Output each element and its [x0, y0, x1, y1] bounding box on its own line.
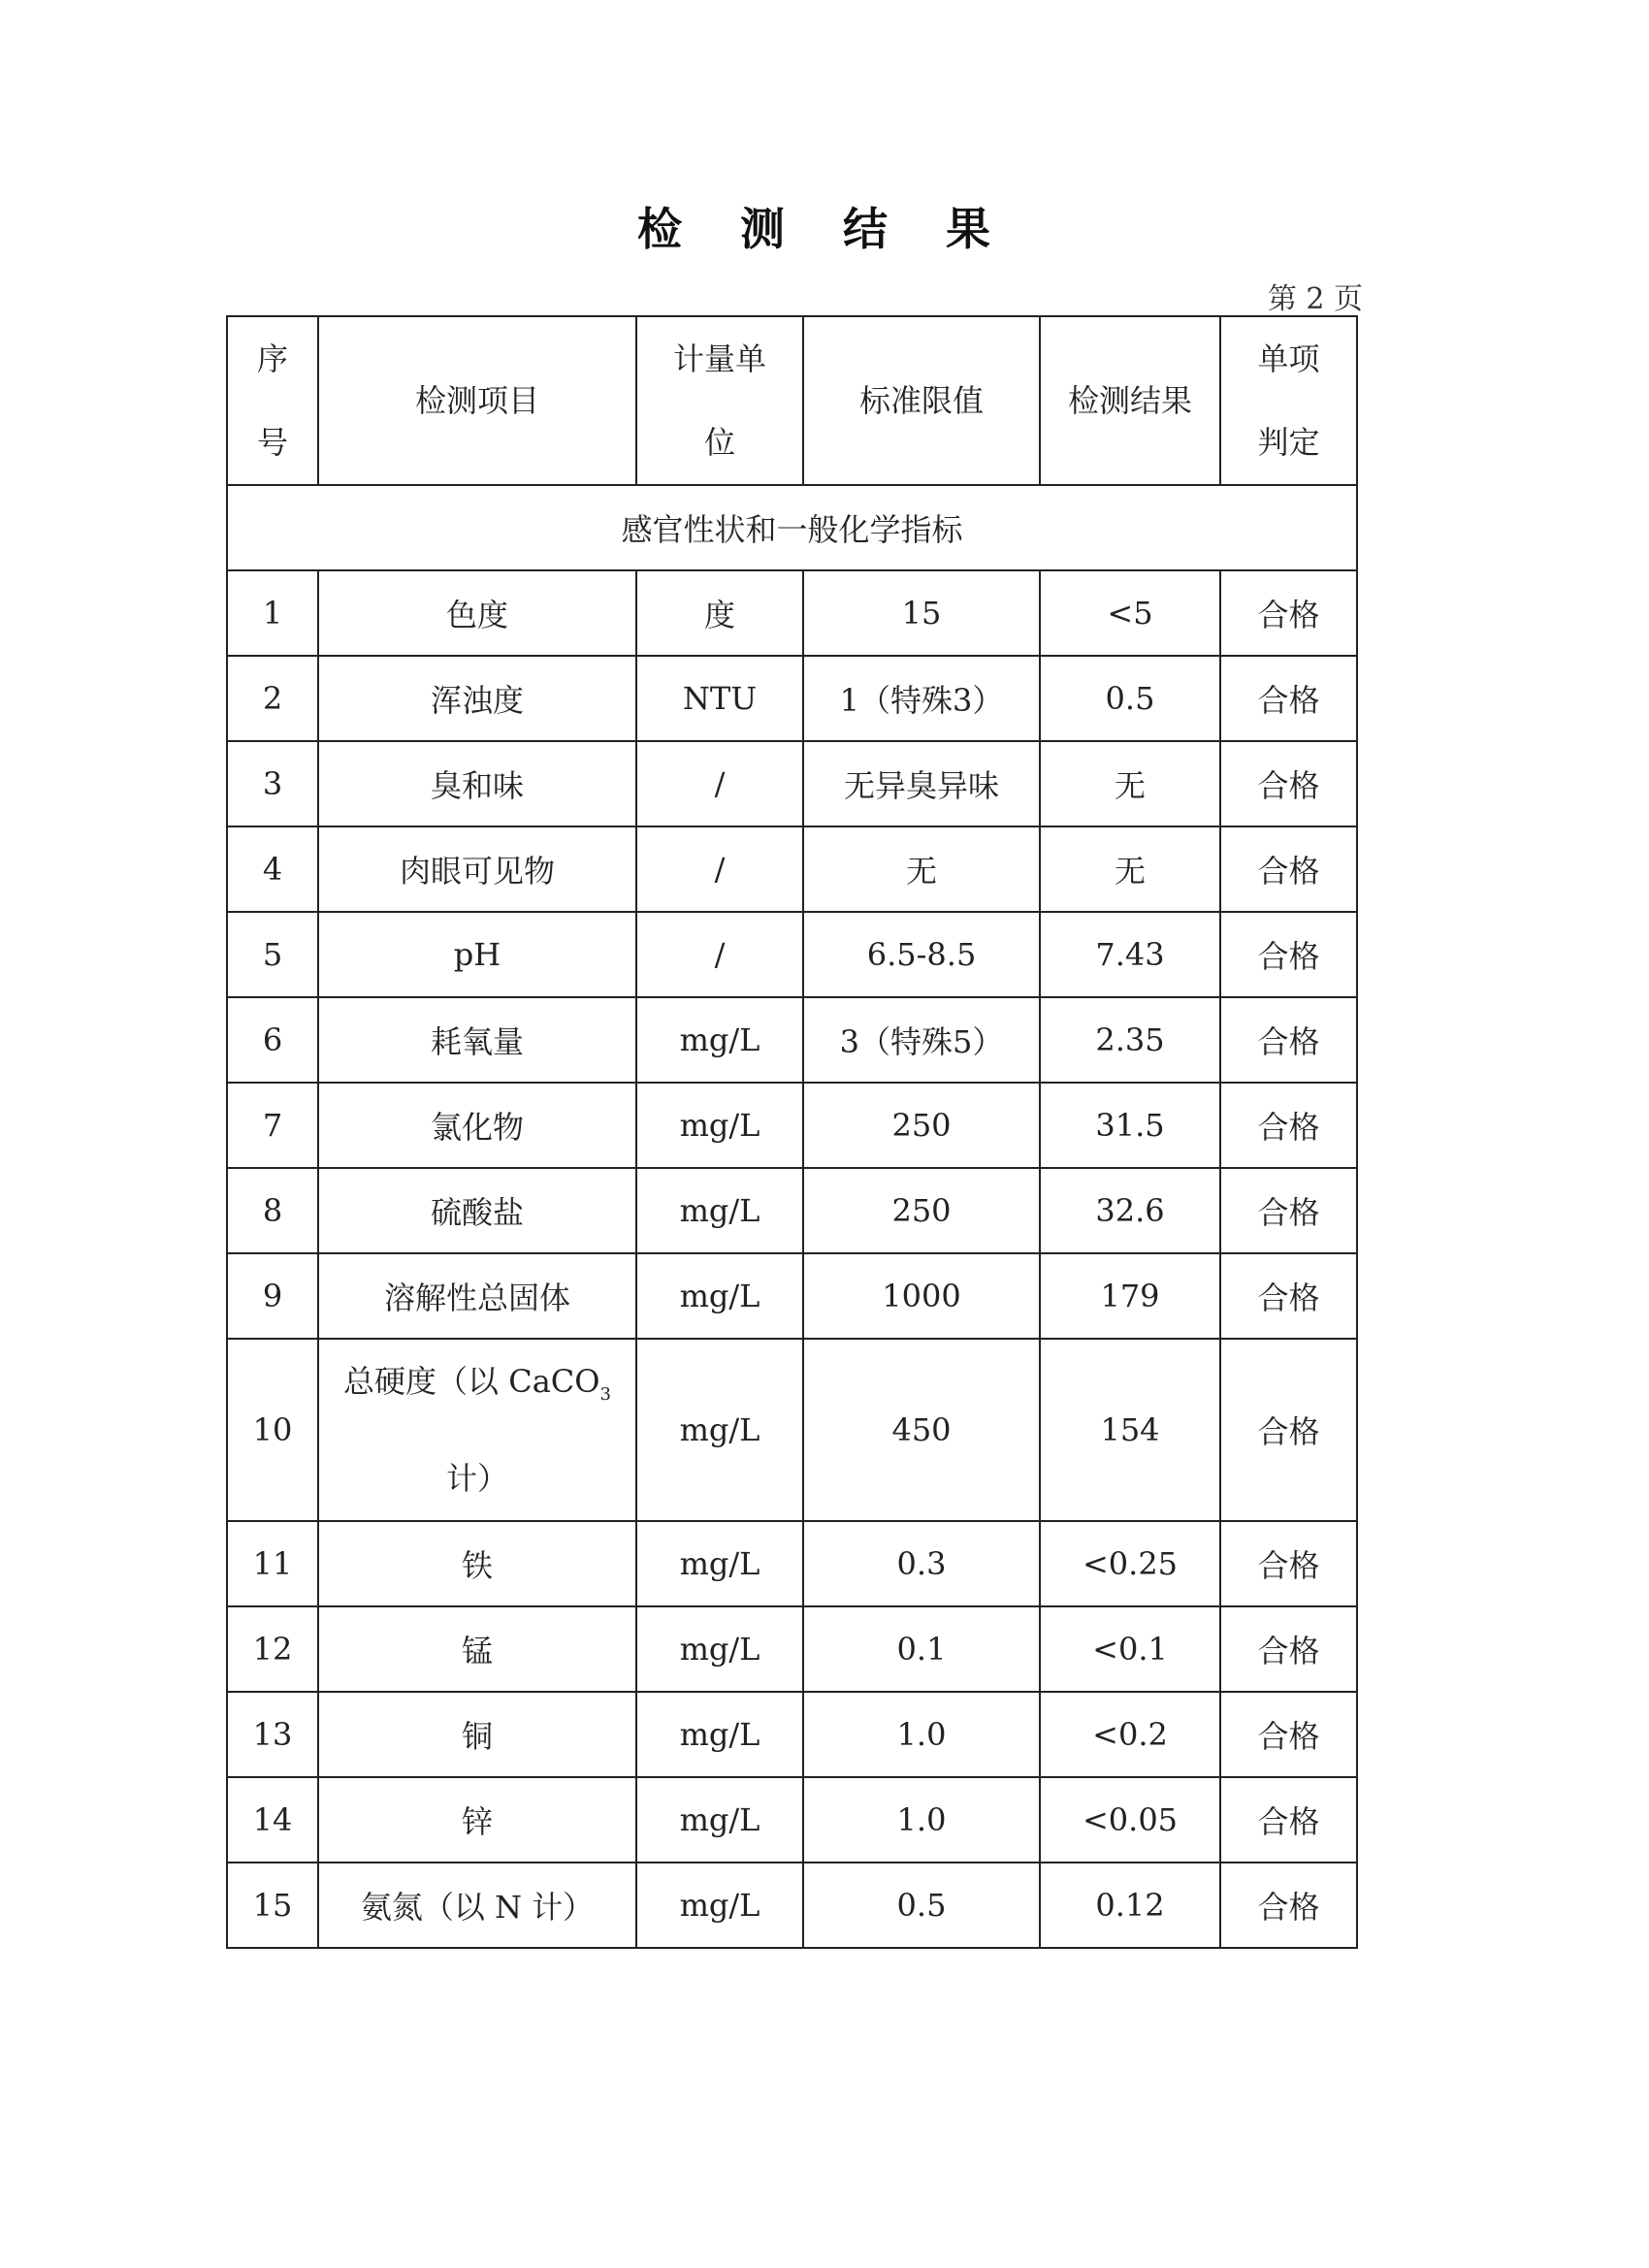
table-header-row [227, 316, 1357, 485]
cell-result: 无 [1040, 741, 1220, 826]
cell-result: 179 [1040, 1253, 1220, 1339]
cell-limit: 250 [803, 1168, 1040, 1253]
cell-judgement: 合格 [1220, 1168, 1357, 1253]
cell-judgement: 合格 [1220, 1606, 1357, 1692]
cell-unit: / [636, 912, 803, 997]
cell-limit: 0.3 [803, 1521, 1040, 1606]
cell-item: 铁 [318, 1521, 636, 1606]
cell-no: 14 [227, 1777, 318, 1863]
cell-unit: mg/L [636, 1606, 803, 1692]
cell-no: 13 [227, 1692, 318, 1777]
cell-item: 浑浊度 [318, 656, 636, 741]
cell-judgement: 合格 [1220, 1339, 1357, 1521]
cell-judgement: 合格 [1220, 1253, 1357, 1339]
cell-result: <0.2 [1040, 1692, 1220, 1777]
cell-no: 3 [227, 741, 318, 826]
cell-judgement: 合格 [1220, 1863, 1357, 1948]
table-row [227, 570, 1357, 656]
cell-limit: 0.5 [803, 1863, 1040, 1948]
cell-limit: 450 [803, 1339, 1040, 1521]
cell-result: 154 [1040, 1339, 1220, 1521]
cell-judgement: 合格 [1220, 741, 1357, 826]
cell-result: 2.35 [1040, 997, 1220, 1083]
page-title: 检 测 结 果 [636, 203, 1013, 255]
cell-unit: mg/L [636, 1863, 803, 1948]
cell-limit: 1.0 [803, 1692, 1040, 1777]
cell-result: 0.12 [1040, 1863, 1220, 1948]
cell-no: 2 [227, 656, 318, 741]
header-index: 序 号 [227, 316, 318, 485]
cell-unit: / [636, 741, 803, 826]
cell-limit: 1000 [803, 1253, 1040, 1339]
cell-unit: / [636, 826, 803, 912]
header-item: 检测项目 [318, 316, 636, 485]
table-row [227, 741, 1357, 826]
table-row [227, 1083, 1357, 1168]
cell-result: 32.6 [1040, 1168, 1220, 1253]
cell-no: 7 [227, 1083, 318, 1168]
results-table [226, 315, 1358, 1949]
table-row [227, 1692, 1357, 1777]
cell-result: 0.5 [1040, 656, 1220, 741]
header-result: 检测结果 [1040, 316, 1220, 485]
cell-item: 锰 [318, 1606, 636, 1692]
cell-item: 锌 [318, 1777, 636, 1863]
cell-no: 4 [227, 826, 318, 912]
cell-result: <0.25 [1040, 1521, 1220, 1606]
cell-limit: 6.5-8.5 [803, 912, 1040, 997]
cell-item: 色度 [318, 570, 636, 656]
cell-item: 臭和味 [318, 741, 636, 826]
cell-result: <0.05 [1040, 1777, 1220, 1863]
cell-unit: 度 [636, 570, 803, 656]
cell-limit: 15 [803, 570, 1040, 656]
cell-unit: NTU [636, 656, 803, 741]
table-row [227, 997, 1357, 1083]
cell-judgement: 合格 [1220, 1521, 1357, 1606]
cell-unit: mg/L [636, 1083, 803, 1168]
cell-item: 铜 [318, 1692, 636, 1777]
cell-unit: mg/L [636, 1339, 803, 1521]
cell-judgement: 合格 [1220, 570, 1357, 656]
cell-item: 溶解性总固体 [318, 1253, 636, 1339]
cell-item: 耗氧量 [318, 997, 636, 1083]
table-row [227, 1777, 1357, 1863]
cell-judgement: 合格 [1220, 1692, 1357, 1777]
cell-judgement: 合格 [1220, 826, 1357, 912]
header-judgement: 单项 判定 [1220, 316, 1357, 485]
cell-item: pH [318, 912, 636, 997]
table-row [227, 656, 1357, 741]
table-row [227, 912, 1357, 997]
cell-judgement: 合格 [1220, 1083, 1357, 1168]
cell-limit: 1（特殊3） [803, 656, 1040, 741]
table-row [227, 1253, 1357, 1339]
cell-result: 31.5 [1040, 1083, 1220, 1168]
cell-result: <0.1 [1040, 1606, 1220, 1692]
cell-unit: mg/L [636, 1777, 803, 1863]
cell-item: 肉眼可见物 [318, 826, 636, 912]
cell-no: 5 [227, 912, 318, 997]
cell-judgement: 合格 [1220, 656, 1357, 741]
table-row [227, 1339, 1357, 1521]
cell-item: 总硬度（以 CaCO$_3$ 计） [318, 1339, 636, 1521]
cell-no: 11 [227, 1521, 318, 1606]
cell-result: <5 [1040, 570, 1220, 656]
page-number: 第 2 页 [1267, 282, 1363, 316]
cell-limit: 无 [803, 826, 1040, 912]
cell-no: 8 [227, 1168, 318, 1253]
section-title: 感官性状和一般化学指标 [227, 485, 1357, 570]
cell-no: 9 [227, 1253, 318, 1339]
cell-unit: mg/L [636, 1253, 803, 1339]
header-unit: 计量单 位 [636, 316, 803, 485]
cell-unit: mg/L [636, 1692, 803, 1777]
cell-unit: mg/L [636, 1521, 803, 1606]
cell-limit: 3（特殊5） [803, 997, 1040, 1083]
table-row [227, 826, 1357, 912]
cell-limit: 无异臭异味 [803, 741, 1040, 826]
cell-no: 6 [227, 997, 318, 1083]
cell-judgement: 合格 [1220, 1777, 1357, 1863]
cell-unit: mg/L [636, 1168, 803, 1253]
cell-item: 氯化物 [318, 1083, 636, 1168]
cell-judgement: 合格 [1220, 997, 1357, 1083]
cell-result: 无 [1040, 826, 1220, 912]
header-limit: 标准限值 [803, 316, 1040, 485]
cell-no: 1 [227, 570, 318, 656]
cell-item: 氨氮（以 N 计） [318, 1863, 636, 1948]
table-row [227, 1863, 1357, 1948]
cell-judgement: 合格 [1220, 912, 1357, 997]
cell-unit: mg/L [636, 997, 803, 1083]
section-header-row [227, 485, 1357, 570]
table-row [227, 1521, 1357, 1606]
table-row [227, 1606, 1357, 1692]
cell-no: 12 [227, 1606, 318, 1692]
cell-item: 硫酸盐 [318, 1168, 636, 1253]
table-row [227, 1168, 1357, 1253]
cell-limit: 1.0 [803, 1777, 1040, 1863]
cell-no: 15 [227, 1863, 318, 1948]
cell-limit: 250 [803, 1083, 1040, 1168]
cell-no: 10 [227, 1339, 318, 1521]
cell-limit: 0.1 [803, 1606, 1040, 1692]
cell-result: 7.43 [1040, 912, 1220, 997]
